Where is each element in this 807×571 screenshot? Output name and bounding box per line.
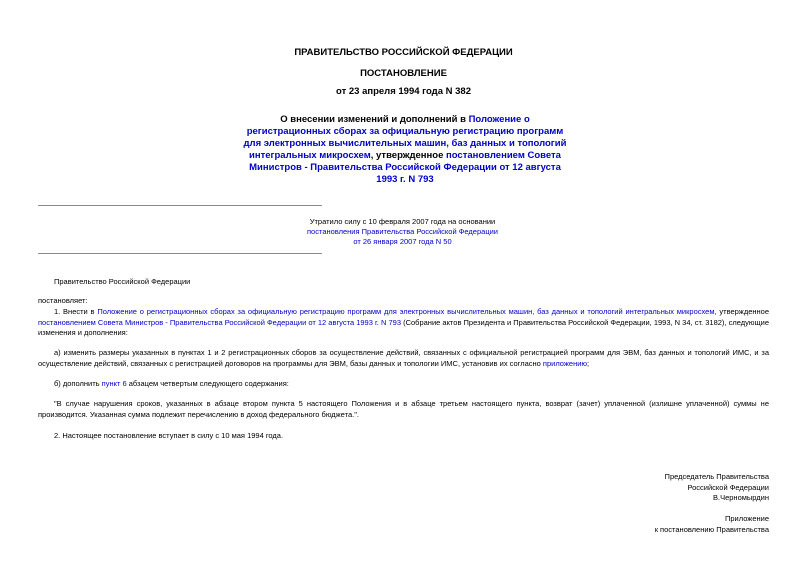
signature-org: Российской Федерации (687, 482, 769, 492)
pa-link-appendix[interactable]: приложению (542, 358, 588, 368)
title-text-2: , утвержденное (370, 150, 446, 161)
appendix-header (655, 514, 769, 535)
appendix-ref: к постановлению Правительства (654, 524, 769, 534)
pb-link-item6[interactable]: пункт 6 (101, 379, 127, 388)
paragraph-a (38, 348, 769, 369)
org-name: ПРАВИТЕЛЬСТВО РОССИЙСКОЙ ФЕДЕРАЦИИ (294, 47, 513, 58)
p1-text-a: 1. Внести в (54, 307, 98, 316)
divider-bottom (38, 253, 322, 254)
pb-text-b: абзацем четвертым следующего содержания: (126, 379, 289, 388)
paragraph-1 (38, 307, 769, 339)
divider-top (38, 205, 322, 206)
status-link-date[interactable]: от 26 января 2007 года N 50 (353, 237, 452, 246)
status-link-decree[interactable]: постановления Правительства Российской Федерации (306, 227, 498, 236)
pb-text-a: б) дополнить (54, 379, 102, 388)
title-text-1: О внесении изменений и дополнений в (280, 114, 469, 125)
p1-link-decree[interactable]: постановлением Совета Министров - Правительства Российской Федерации от 12 августа 1993 г. N 793 (38, 317, 401, 327)
title-link-regulation[interactable]: Положение о регистрационных сборах за официальную регистрацию программ для электронных вычислительных машин, баз данных и топологий интегральных микросхем (243, 114, 567, 161)
pa-text-b: ; (587, 358, 590, 368)
p1-text-b: , утвержденное (714, 307, 769, 316)
quoted-amendment: "В случае нарушения сроков, указанных в абзаце втором пункта 5 настоящего Положения и в абзаце третьем настоящего пункта, возврат (зачет) уплаченной (излишне уплаченной) суммы не производится. Указанная сумма подлежит перечислению в доход федерального бюджета.". (38, 399, 769, 419)
paragraph-2: 2. Настоящее постановление вступает в силу с 10 мая 1994 года. (54, 431, 284, 440)
signature-block (665, 472, 769, 504)
p1-text-c: (Собрание актов Президента и Правительства Российской Федерации, 1993, N 34, ст. 3182), следующие изменения и дополнения: (38, 317, 769, 337)
doc-date-number: от 23 апреля 1994 года N 382 (336, 86, 471, 97)
pa-text-a: а) изменить размеры указанных в пунктах 1 и 2 регистрационных сборов за осуществление действий, связанных с официальной регистрацией программ для ЭВМ, баз данных и топологий ИМС, и за осуществление действий, связанных с регистрацией договоров на программы для ЭВМ, базы данных и топологии ИМС, установив их согласно (38, 348, 769, 368)
decrees-word: постановляет: (38, 296, 88, 305)
doc-type: ПОСТАНОВЛЕНИЕ (360, 68, 447, 79)
paragraph-b (38, 379, 769, 390)
p1-link-regulation[interactable]: Положение о регистрационных сборах за официальную регистрацию программ для электронных вычислительных машин, баз данных и топологий интегральных микросхем (97, 307, 715, 316)
title-link-decree[interactable]: постановлением Совета Министров - Правительства Российской Федерации от 12 августа 1993 г. N 793 (249, 150, 561, 185)
signature-name: В.Черномырдин (713, 493, 769, 502)
signature-title: Председатель Правительства (664, 472, 769, 481)
appendix-label: Приложение (725, 514, 769, 523)
status-note (290, 217, 515, 247)
issuer: Правительство Российской Федерации (54, 277, 191, 286)
status-line-1: Утратило силу с 10 февраля 2007 года на основании (309, 217, 496, 226)
doc-title (240, 114, 570, 186)
